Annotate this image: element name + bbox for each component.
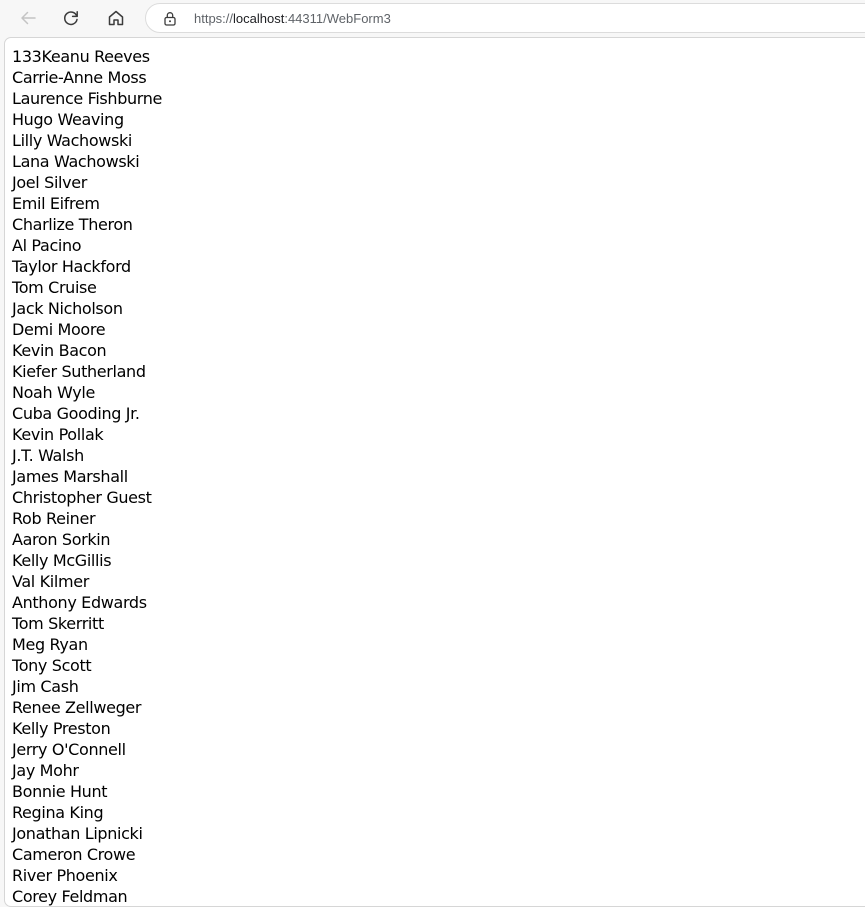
url-scheme: https:// [194, 11, 234, 26]
name-line: Carrie-Anne Moss [12, 68, 147, 87]
name-line: Cuba Gooding Jr. [12, 404, 140, 423]
name-line: Demi Moore [12, 320, 106, 339]
name-line: Lilly Wachowski [12, 131, 133, 150]
name-line: Jerry O'Connell [12, 740, 126, 759]
name-line: Kiefer Sutherland [12, 362, 146, 381]
lock-icon [163, 11, 177, 26]
name-line: J.T. Walsh [12, 446, 84, 465]
arrow-left-icon [19, 9, 37, 27]
name-line: Kevin Pollak [12, 425, 104, 444]
name-line: River Phoenix [12, 866, 118, 885]
url-text [194, 10, 391, 27]
name-line: Lana Wachowski [12, 152, 140, 171]
name-line: Cameron Crowe [12, 845, 136, 864]
name-line: Jim Cash [12, 677, 79, 696]
refresh-button[interactable] [56, 4, 86, 32]
name-line: Aaron Sorkin [12, 530, 111, 549]
address-bar[interactable] [145, 3, 865, 33]
name-line: Joel Silver [12, 173, 87, 192]
name-line: Tom Skerritt [12, 614, 104, 633]
name-line: Anthony Edwards [12, 593, 147, 612]
name-line: Emil Eifrem [12, 194, 100, 213]
name-line: Corey Feldman [12, 887, 128, 906]
name-line: Meg Ryan [12, 635, 88, 654]
name-line: Kevin Bacon [12, 341, 107, 360]
name-line: Tony Scott [12, 656, 92, 675]
home-button[interactable] [101, 4, 131, 32]
name-line: Regina King [12, 803, 104, 822]
name-line: Jonathan Lipnicki [12, 824, 143, 843]
name-line: Taylor Hackford [12, 257, 131, 276]
name-line: James Marshall [12, 467, 128, 486]
name-line: Jay Mohr [12, 761, 79, 780]
name-line: Noah Wyle [12, 383, 95, 402]
name-line: Jack Nicholson [12, 299, 123, 318]
name-line: Renee Zellweger [12, 698, 142, 717]
name-line: Val Kilmer [12, 572, 89, 591]
refresh-icon [62, 9, 80, 27]
name-line: Charlize Theron [12, 215, 133, 234]
back-button[interactable] [13, 4, 43, 32]
page-viewport [4, 37, 865, 907]
name-line: Laurence Fishburne [12, 89, 163, 108]
name-line: Kelly Preston [12, 719, 111, 738]
name-line: Tom Cruise [12, 278, 97, 297]
url-host: localhost [233, 11, 285, 26]
home-icon [107, 9, 125, 27]
name-line: Bonnie Hunt [12, 782, 108, 801]
name-line: Rob Reiner [12, 509, 96, 528]
name-line: Christopher Guest [12, 488, 152, 507]
name-line: 133Keanu Reeves [12, 47, 150, 66]
name-line: Al Pacino [12, 236, 82, 255]
name-list [12, 46, 162, 907]
name-line: Hugo Weaving [12, 110, 124, 129]
browser-toolbar [0, 0, 865, 36]
url-path: :44311/WebForm3 [284, 11, 391, 26]
name-line: Kelly McGillis [12, 551, 112, 570]
